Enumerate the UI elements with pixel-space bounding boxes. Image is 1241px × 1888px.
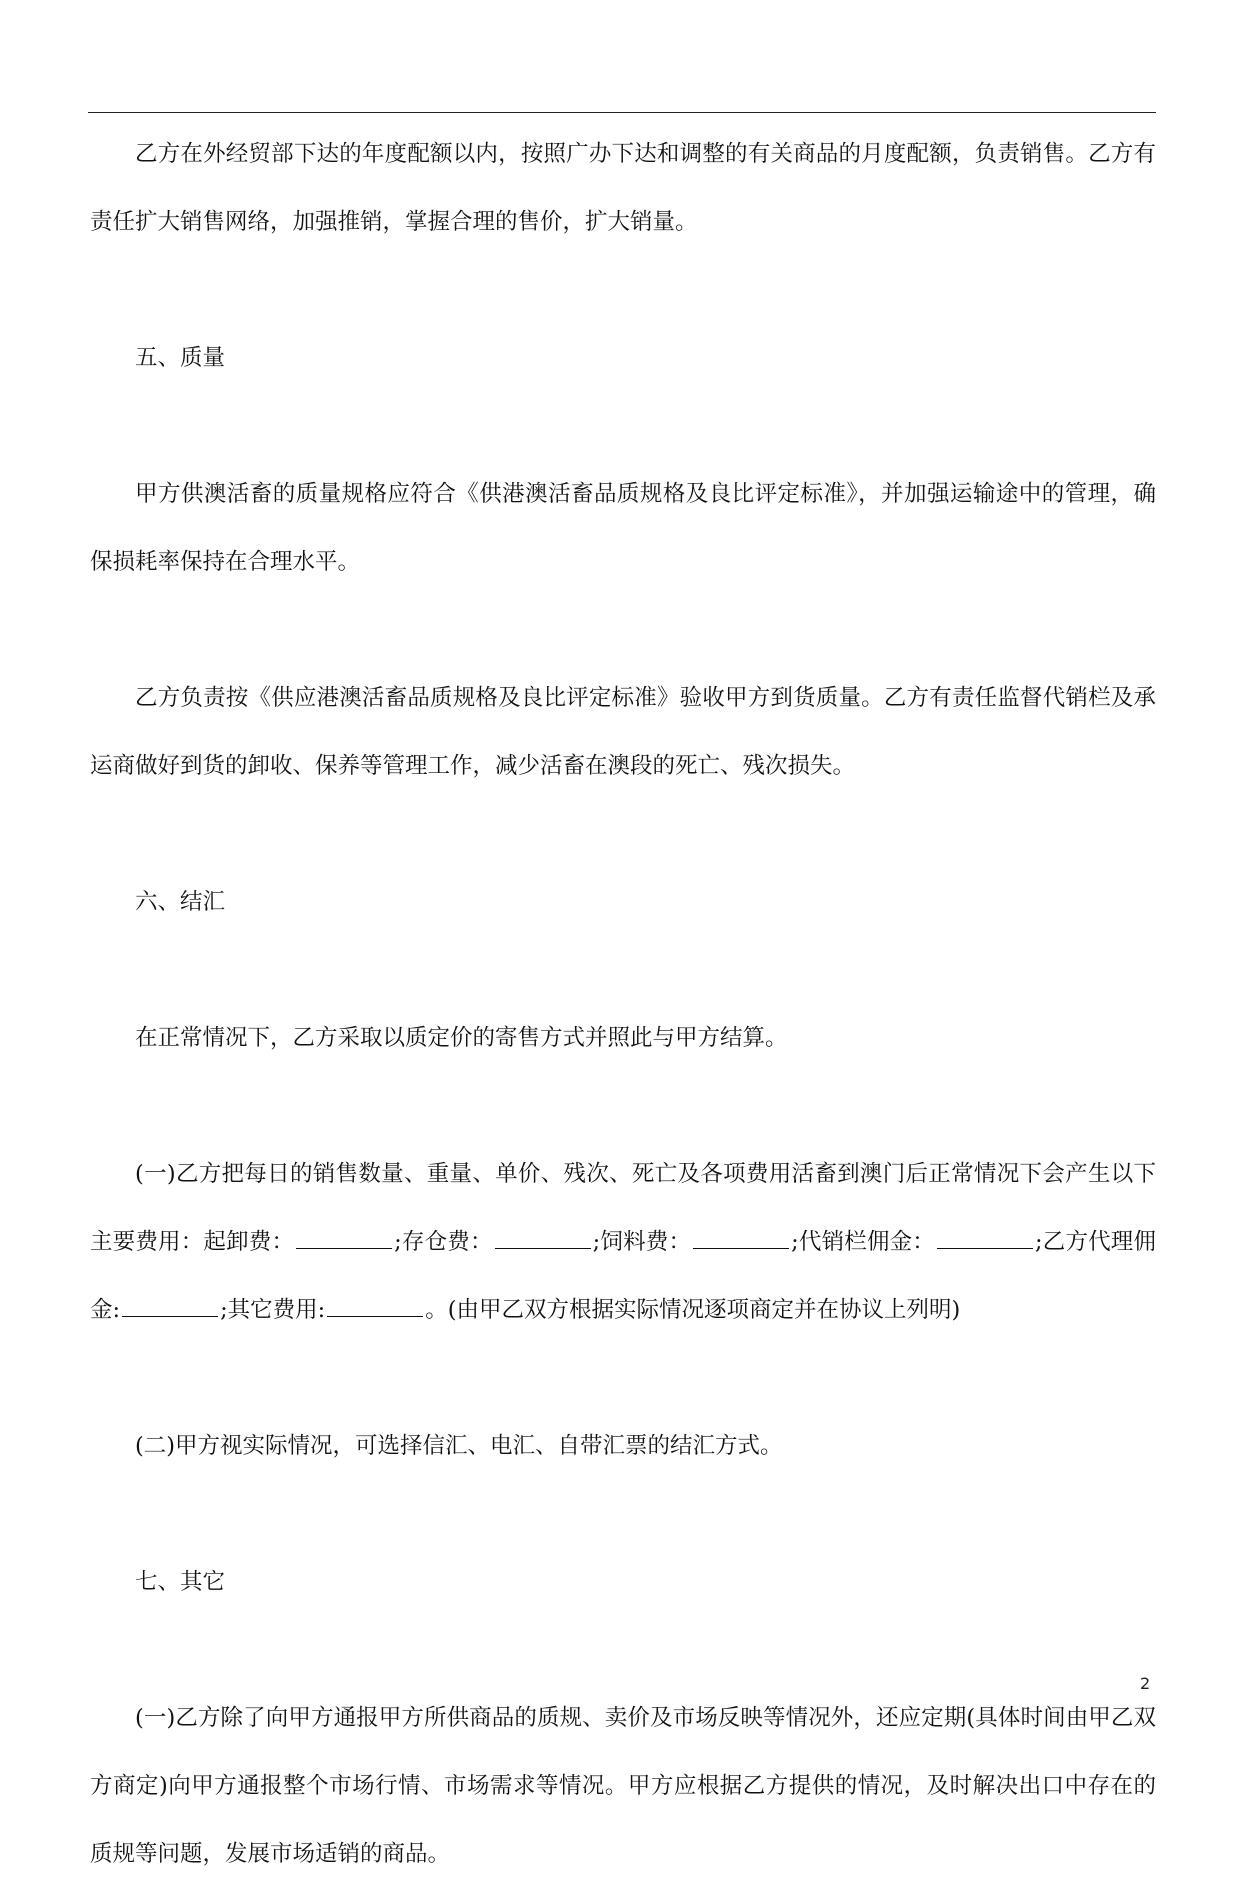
fees-text-other: ;其它费用: [220, 1297, 326, 1323]
fees-text-agent: ;乙方代理佣金: [90, 1229, 1156, 1323]
blank-feed-fee [693, 1230, 789, 1249]
fees-text-note: 。(由甲乙双方根据实际情况逐项商定并在协议上列明) [425, 1297, 961, 1323]
blank-consignment-commission [937, 1230, 1033, 1249]
blank-storage-fee [495, 1230, 591, 1249]
blank-unloading-fee [296, 1230, 392, 1249]
fees-text-intro: (一)乙方把每日的销售数量、重量、单价、残次、死亡及各项费用活畜到澳门后正常情况下会产生以下主要费用：起卸费： [90, 1161, 1156, 1255]
paragraph-quality-inspection: 乙方负责按《供应港澳活畜品质规格及良比评定标准》验收甲方到货质量。乙方有责任监督代销栏及承运商做好到货的卸收、保养等管理工作，减少活畜在澳段的死亡、残次损失。 [90, 685, 1156, 779]
paragraph-market-report: (一)乙方除了向甲方通报甲方所供商品的质规、卖价及市场反映等情况外，还应定期(具体时间由甲乙双方商定)向甲方通报整个市场行情、市场需求等情况。甲方应根据乙方提供的情况，及时解决出口中存在的质规等问题，发展市场适销的商品。 [90, 1705, 1156, 1867]
paragraph-settlement-method: 在正常情况下，乙方采取以质定价的寄售方式并照此与甲方结算。 [135, 1025, 788, 1051]
paragraph-quality-spec: 甲方供澳活畜的质量规格应符合《供港澳活畜品质规格及良比评定标准》，并加强运输途中的管理，确保损耗率保持在合理水平。 [90, 481, 1156, 575]
blank-agent-commission [122, 1298, 218, 1317]
blank-other-fees [327, 1298, 423, 1317]
fees-text-feed: ;饲料费： [592, 1229, 692, 1255]
paragraph-remittance: (二)甲方视实际情况，可选择信汇、电汇、自带汇票的结汇方式。 [135, 1433, 783, 1459]
header-rule [88, 112, 1156, 113]
fees-text-storage: ;存仓费： [394, 1229, 493, 1255]
heading-settlement: 六、结汇 [135, 889, 226, 915]
fees-text-consignment: ;代销栏佣金： [791, 1229, 935, 1255]
heading-other: 七、其它 [135, 1569, 226, 1595]
paragraph-fees [90, 1140, 1156, 1344]
document-body [90, 120, 1156, 1888]
heading-quality: 五、质量 [135, 345, 226, 371]
page-number: 2 [1140, 1674, 1151, 1693]
paragraph-sales-quota: 乙方在外经贸部下达的年度配额以内，按照广办下达和调整的有关商品的月度配额，负责销售。乙方有责任扩大销售网络，加强推销，掌握合理的售价，扩大销量。 [90, 141, 1156, 235]
